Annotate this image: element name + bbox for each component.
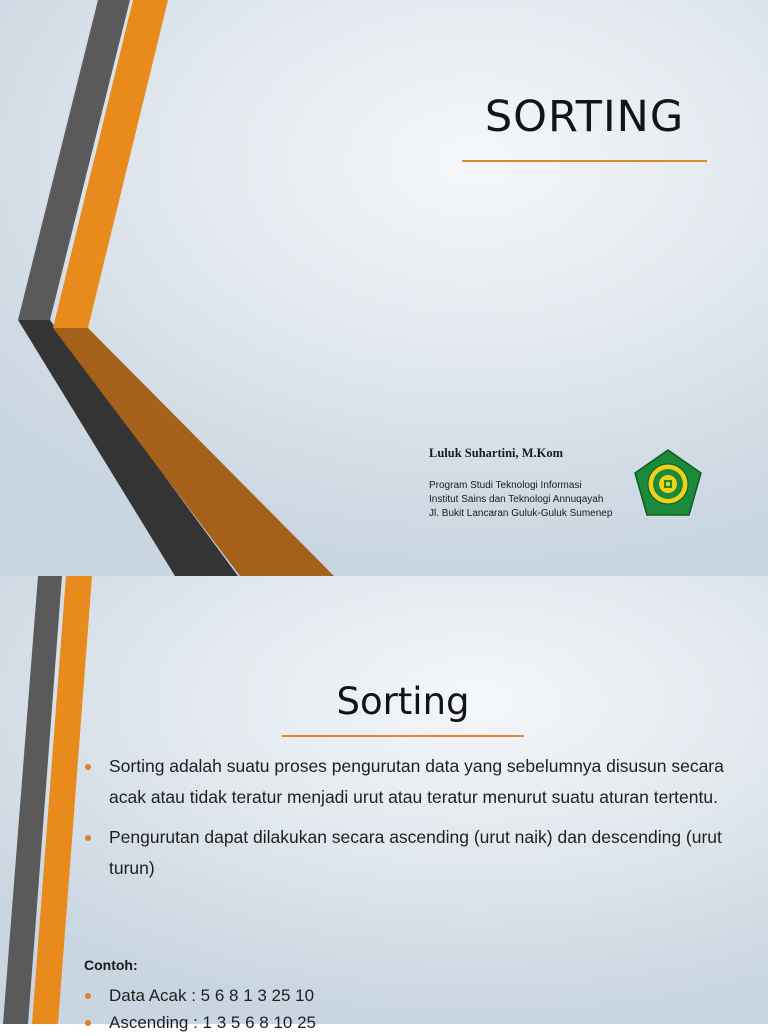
example-text: Ascending : 1 3 5 6 8 10 25 [109, 1013, 316, 1032]
bullet-icon [85, 764, 91, 770]
affiliation-line: Program Studi Teknologi Informasi [429, 480, 582, 491]
title-underline [462, 160, 707, 162]
bullet-icon [85, 1020, 91, 1026]
bullet-icon [85, 835, 91, 841]
example-text: Data Acak : 5 6 8 1 3 25 10 [109, 986, 315, 1005]
list-item [84, 1009, 684, 1036]
title-underline [282, 735, 524, 737]
example-heading: Contoh: [84, 957, 138, 973]
affiliation-line: Jl. Bukit Lancaran Guluk-Guluk Sumenep [429, 508, 613, 519]
list-item [84, 751, 724, 813]
bullet-icon [85, 993, 91, 999]
example-list [84, 982, 684, 1036]
bullet-text: Pengurutan dapat dilakukan secara ascending (urut naik) dan descending (urut turun) [109, 827, 722, 878]
affiliation-block [429, 479, 612, 521]
list-item [84, 982, 684, 1009]
bullet-list [84, 751, 724, 893]
list-item [84, 822, 724, 884]
slide-title: Sorting [336, 680, 470, 723]
bullet-text: Sorting adalah suatu proses pengurutan data yang sebelumnya disusun secara acak atau tidak teratur menjadi urut atau teratur menurut suatu aturan tertentu. [109, 756, 724, 807]
presentation-title: SORTING [484, 92, 685, 142]
author-name: Luluk Suhartini, M.Kom [429, 446, 564, 460]
university-seal-icon [633, 449, 703, 517]
affiliation-line: Institut Sains dan Teknologi Annuqayah [429, 494, 604, 505]
